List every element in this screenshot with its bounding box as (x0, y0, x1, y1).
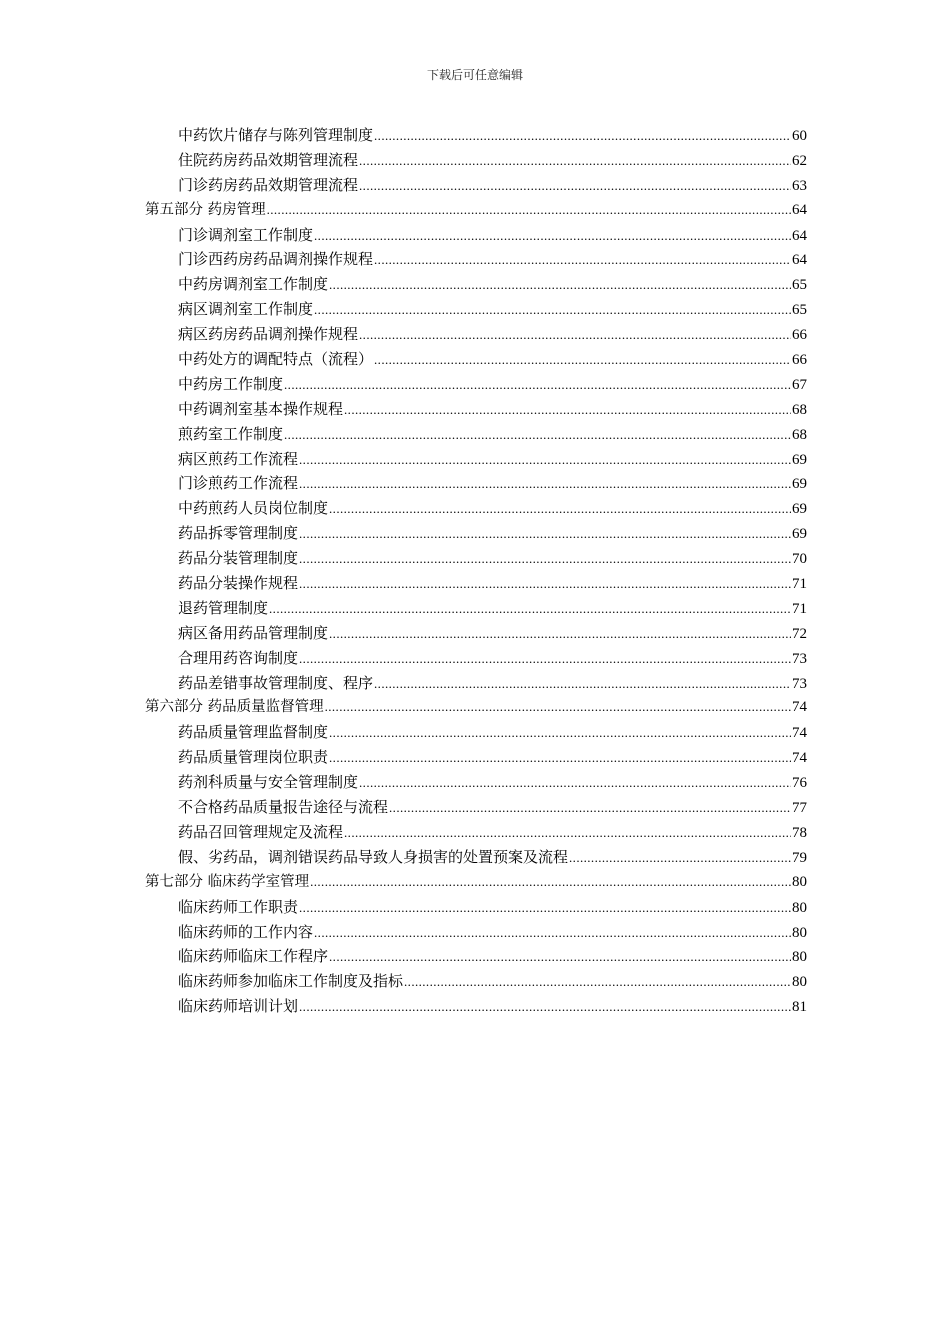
toc-dot-leader (329, 746, 791, 771)
toc-page-number: 65 (792, 277, 807, 294)
toc-entry[interactable] (145, 820, 807, 845)
toc-entry[interactable] (145, 845, 807, 870)
toc-page-number: 66 (792, 327, 807, 344)
toc-entry[interactable] (145, 372, 807, 397)
toc-entry-title: 不合格药品质量报告途径与流程 (178, 798, 389, 817)
toc-dot-leader (284, 373, 791, 398)
toc-dot-leader (374, 672, 791, 697)
toc-entry-title: 临床药师工作职责 (178, 897, 299, 916)
toc-entry-title: 临床药师培训计划 (178, 997, 299, 1016)
toc-dot-leader (329, 945, 791, 970)
toc-dot-leader (329, 497, 791, 522)
toc-entry[interactable] (145, 123, 807, 148)
toc-page-number: 80 (792, 949, 807, 966)
toc-dot-leader (299, 896, 791, 921)
toc-dot-leader (374, 248, 791, 273)
toc-page-number: 72 (792, 625, 807, 642)
toc-entry-title: 病区药房药品调剂操作规程 (178, 325, 359, 344)
toc-page-number: 80 (792, 873, 807, 890)
toc-page-number: 80 (792, 974, 807, 991)
toc-entry[interactable] (145, 173, 807, 198)
toc-entry[interactable] (145, 422, 807, 447)
toc-entry[interactable] (145, 347, 807, 372)
toc-entry-title: 药品召回管理规定及流程 (178, 822, 344, 841)
toc-dot-leader (314, 224, 791, 249)
toc-entry-title: 临床药师的工作内容 (178, 922, 314, 941)
toc-entry-title: 药品质量管理监督制度 (178, 723, 329, 742)
toc-dot-leader (325, 695, 791, 720)
toc-entry-title: 药品分装管理制度 (178, 549, 299, 568)
toc-page-number: 80 (792, 899, 807, 916)
toc-entry-title: 药品分装操作规程 (178, 574, 299, 593)
toc-entry-title: 第五部分 药房管理 (145, 201, 266, 218)
toc-dot-leader (374, 348, 791, 373)
toc-page-number: 68 (792, 426, 807, 443)
toc-page-number: 74 (792, 750, 807, 767)
toc-page-number: 69 (792, 526, 807, 543)
toc-entry[interactable] (145, 596, 807, 621)
toc-entry[interactable] (145, 272, 807, 297)
toc-entry-title: 门诊调剂室工作制度 (178, 225, 314, 244)
toc-dot-leader (299, 647, 791, 672)
toc-page-number: 81 (792, 999, 807, 1016)
toc-entry[interactable] (145, 571, 807, 596)
toc-entry-title: 假、劣药品，调剂错误药品导致人身损害的处置预案及流程 (178, 847, 569, 866)
toc-dot-leader (269, 597, 791, 622)
toc-entry[interactable] (145, 745, 807, 770)
toc-entry-title: 临床药师临床工作程序 (178, 947, 329, 966)
toc-dot-leader (329, 622, 791, 647)
toc-entry-title: 住院药房药品效期管理流程 (178, 150, 359, 169)
toc-entry-title: 药品差错事故管理制度、程序 (178, 673, 374, 692)
toc-dot-leader (299, 472, 791, 497)
toc-page-number: 69 (792, 476, 807, 493)
toc-dot-leader (299, 448, 791, 473)
toc-entry[interactable] (145, 322, 807, 347)
toc-entry[interactable] (145, 795, 807, 820)
toc-page-number: 63 (792, 177, 807, 194)
toc-entry-title: 中药调剂室基本操作规程 (178, 399, 344, 418)
toc-entry[interactable] (145, 546, 807, 571)
page-header: 下载后可任意编辑 (426, 68, 523, 82)
toc-page-number: 79 (792, 849, 807, 866)
toc-dot-leader (329, 273, 791, 298)
toc-entry-title: 病区备用药品管理制度 (178, 623, 329, 642)
toc-dot-leader (299, 572, 791, 597)
toc-section-entry[interactable] (145, 695, 807, 720)
toc-page-number: 66 (792, 352, 807, 369)
toc-dot-leader (359, 174, 791, 199)
toc-dot-leader (284, 423, 791, 448)
toc-entry[interactable] (145, 944, 807, 969)
toc-entry-title: 中药房工作制度 (178, 374, 284, 393)
toc-page-number: 71 (792, 576, 807, 593)
toc-entry-title: 临床药师参加临床工作制度及指标 (178, 972, 404, 991)
toc-entry-title: 门诊西药房药品调剂操作规程 (178, 250, 374, 269)
toc-page-number: 64 (792, 227, 807, 244)
toc-entry-title: 合理用药咨询制度 (178, 648, 299, 667)
toc-page-number: 69 (792, 501, 807, 518)
toc-dot-leader (299, 522, 791, 547)
toc-page-number: 62 (792, 152, 807, 169)
toc-section-entry[interactable] (145, 198, 807, 223)
toc-entry[interactable] (145, 471, 807, 496)
toc-dot-leader (344, 398, 791, 423)
toc-dot-leader (299, 995, 791, 1020)
toc-entry[interactable] (145, 521, 807, 546)
toc-dot-leader (404, 970, 791, 995)
toc-entry[interactable] (145, 148, 807, 173)
toc-page-number: 71 (792, 600, 807, 617)
toc-page-number: 73 (792, 675, 807, 692)
toc-dot-leader (329, 721, 791, 746)
toc-dot-leader (267, 198, 791, 223)
toc-entry[interactable] (145, 920, 807, 945)
toc-entry-title: 药品拆零管理制度 (178, 524, 299, 543)
toc-page-number: 70 (792, 551, 807, 568)
toc-dot-leader (344, 821, 791, 846)
toc-page-number: 69 (792, 451, 807, 468)
toc-dot-leader (569, 846, 791, 871)
toc-entry[interactable] (145, 770, 807, 795)
toc-dot-leader (299, 547, 791, 572)
toc-entry-title: 病区调剂室工作制度 (178, 300, 314, 319)
toc-dot-leader (314, 921, 791, 946)
toc-entry[interactable] (145, 247, 807, 272)
toc-entry[interactable] (145, 397, 807, 422)
toc-entry-title: 药剂科质量与安全管理制度 (178, 773, 359, 792)
toc-entry[interactable] (145, 496, 807, 521)
toc-entry-title: 门诊药房药品效期管理流程 (178, 175, 359, 194)
toc-entry[interactable] (145, 646, 807, 671)
toc-entry[interactable] (145, 994, 807, 1019)
toc-entry-title: 第七部分 临床药学室管理 (145, 873, 310, 890)
toc-entry[interactable] (145, 621, 807, 646)
toc-entry[interactable] (145, 969, 807, 994)
toc-page-number: 74 (792, 699, 807, 716)
toc-dot-leader (359, 323, 791, 348)
toc-entry[interactable] (145, 895, 807, 920)
toc-dot-leader (389, 796, 791, 821)
toc-dot-leader (314, 298, 791, 323)
toc-entry-title: 第六部分 药品质量监督管理 (145, 699, 324, 716)
toc-entry-title: 中药煎药人员岗位制度 (178, 499, 329, 518)
toc-page-number: 74 (792, 725, 807, 742)
toc-entry-title: 药品质量管理岗位职责 (178, 748, 329, 767)
toc-entry-title: 门诊煎药工作流程 (178, 474, 299, 493)
toc-dot-leader (374, 124, 791, 149)
toc-entry[interactable] (145, 223, 807, 248)
toc-page-number: 68 (792, 401, 807, 418)
toc-entry[interactable] (145, 447, 807, 472)
toc-page-number: 78 (792, 824, 807, 841)
toc-section-entry[interactable] (145, 870, 807, 895)
toc-entry-title: 中药房调剂室工作制度 (178, 275, 329, 294)
toc-page-number: 77 (792, 800, 807, 817)
toc-page-number: 76 (792, 775, 807, 792)
toc-entry-title: 煎药室工作制度 (178, 424, 284, 443)
toc-page-number: 64 (792, 201, 807, 218)
toc-entry-title: 中药处方的调配特点（流程） (178, 350, 374, 369)
toc-entry[interactable] (145, 671, 807, 696)
toc-page-number: 60 (792, 128, 807, 144)
toc-page-number: 65 (792, 302, 807, 319)
toc-entry-title: 中药饮片储存与陈列管理制度 (178, 126, 374, 144)
toc-page-number: 73 (792, 650, 807, 667)
toc-dot-leader (310, 870, 791, 895)
toc-page-number: 67 (792, 376, 807, 393)
toc-dot-leader (359, 149, 791, 174)
toc-dot-leader (359, 771, 791, 796)
toc-entry-title: 病区煎药工作流程 (178, 449, 299, 468)
toc-entry-title: 退药管理制度 (178, 598, 269, 617)
toc-page-number: 64 (792, 252, 807, 269)
toc-entry[interactable] (145, 720, 807, 745)
toc-page-number: 80 (792, 924, 807, 941)
table-of-contents (145, 123, 807, 1019)
toc-entry[interactable] (145, 297, 807, 322)
